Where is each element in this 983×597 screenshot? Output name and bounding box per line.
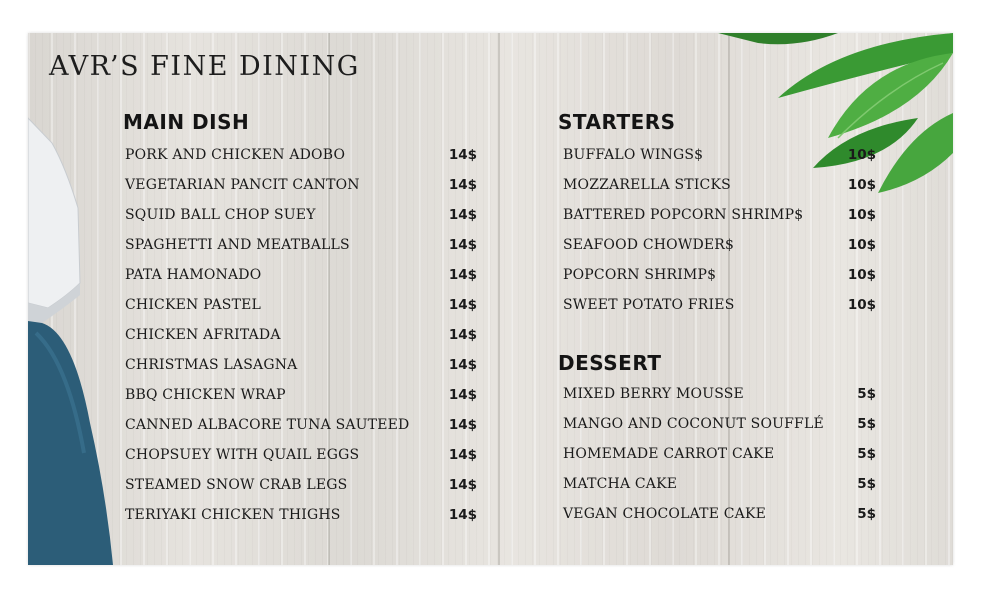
menu-item-name: SPAGHETTI AND MEATBALLS bbox=[125, 237, 350, 253]
menu-item-name: SWEET POTATO FRIES bbox=[563, 297, 735, 313]
menu-item bbox=[125, 265, 477, 285]
menu-item-name: BUFFALO WINGS$ bbox=[563, 147, 704, 163]
menu-item-price: 10$ bbox=[847, 267, 876, 283]
menu-item-price: 10$ bbox=[847, 237, 876, 253]
menu-item bbox=[125, 355, 477, 375]
menu-item-price: 14$ bbox=[448, 177, 477, 193]
menu-item-name: CANNED ALBACORE TUNA SAUTEED bbox=[125, 417, 410, 433]
menu-item bbox=[125, 235, 477, 255]
menu-item-price: 14$ bbox=[448, 297, 477, 313]
menu-item bbox=[563, 235, 876, 255]
menu-item bbox=[125, 475, 477, 495]
menu-item-price: 5$ bbox=[857, 416, 876, 432]
menu-item bbox=[563, 504, 876, 524]
menu-item-name: PORK AND CHICKEN ADOBO bbox=[125, 147, 346, 163]
menu-item-name: CHOPSUEY WITH QUAIL EGGS bbox=[125, 447, 360, 463]
menu-item-price: 14$ bbox=[448, 417, 477, 433]
restaurant-name: AVR’S FINE DINING bbox=[49, 51, 360, 82]
menu-item-name: MANGO AND COCONUT SOUFFLÉ bbox=[563, 416, 824, 432]
menu-item-name: SQUID BALL CHOP SUEY bbox=[125, 207, 316, 223]
menu-item-price: 14$ bbox=[448, 267, 477, 283]
section-heading-dessert: DESSERT bbox=[558, 351, 662, 375]
menu-item-price: 14$ bbox=[448, 507, 477, 523]
menu-item-price: 14$ bbox=[448, 447, 477, 463]
section-heading-main-dish: MAIN DISH bbox=[123, 110, 250, 134]
menu-item bbox=[563, 295, 876, 315]
menu-item bbox=[563, 205, 876, 225]
menu-item-name: STEAMED SNOW CRAB LEGS bbox=[125, 477, 348, 493]
menu-item bbox=[563, 444, 876, 464]
menu-item bbox=[563, 265, 876, 285]
menu-item-name: PATA HAMONADO bbox=[125, 267, 262, 283]
menu-item bbox=[125, 505, 477, 525]
menu-item-name: CHICKEN AFRITADA bbox=[125, 327, 281, 343]
menu-item bbox=[125, 145, 477, 165]
menu-item bbox=[125, 385, 477, 405]
menu-item-name: CHRISTMAS LASAGNA bbox=[125, 357, 298, 373]
menu-board bbox=[28, 33, 953, 565]
menu-item-price: 14$ bbox=[448, 357, 477, 373]
wood-plank-seam bbox=[498, 33, 500, 565]
menu-item-name: VEGETARIAN PANCIT CANTON bbox=[125, 177, 360, 193]
menu-item-price: 10$ bbox=[847, 297, 876, 313]
menu-item bbox=[563, 145, 876, 165]
knife-icon bbox=[28, 33, 118, 565]
menu-item-name: POPCORN SHRIMP$ bbox=[563, 267, 717, 283]
menu-item bbox=[125, 415, 477, 435]
menu-item-price: 10$ bbox=[847, 177, 876, 193]
menu-item bbox=[125, 295, 477, 315]
menu-item-name: VEGAN CHOCOLATE CAKE bbox=[563, 506, 767, 522]
menu-item-name: BBQ CHICKEN WRAP bbox=[125, 387, 286, 403]
menu-item-name: BATTERED POPCORN SHRIMP$ bbox=[563, 207, 804, 223]
menu-item bbox=[563, 384, 876, 404]
menu-item bbox=[125, 445, 477, 465]
menu-item-price: 14$ bbox=[448, 147, 477, 163]
menu-item-price: 14$ bbox=[448, 477, 477, 493]
menu-item-price: 14$ bbox=[448, 327, 477, 343]
menu-item-price: 10$ bbox=[847, 207, 876, 223]
menu-item bbox=[125, 325, 477, 345]
menu-item-price: 5$ bbox=[857, 446, 876, 462]
menu-item-name: SEAFOOD CHOWDER$ bbox=[563, 237, 735, 253]
menu-item-name: MOZZARELLA STICKS bbox=[563, 177, 731, 193]
menu-item bbox=[125, 175, 477, 195]
menu-item-price: 10$ bbox=[847, 147, 876, 163]
menu-item-price: 14$ bbox=[448, 237, 477, 253]
menu-item bbox=[125, 205, 477, 225]
basil-leaves-icon bbox=[718, 33, 953, 198]
menu-item bbox=[563, 175, 876, 195]
menu-item-price: 5$ bbox=[857, 386, 876, 402]
menu-item-name: MATCHA CAKE bbox=[563, 476, 678, 492]
menu-item-price: 14$ bbox=[448, 387, 477, 403]
section-heading-starters: STARTERS bbox=[558, 110, 676, 134]
menu-item-price: 5$ bbox=[857, 506, 876, 522]
menu-item-price: 14$ bbox=[448, 207, 477, 223]
menu-item bbox=[563, 474, 876, 494]
menu-item-name: TERIYAKI CHICKEN THIGHS bbox=[125, 507, 341, 523]
menu-item bbox=[563, 414, 876, 434]
menu-item-name: CHICKEN PASTEL bbox=[125, 297, 262, 313]
menu-item-price: 5$ bbox=[857, 476, 876, 492]
menu-item-name: HOMEMADE CARROT CAKE bbox=[563, 446, 775, 462]
menu-item-name: MIXED BERRY MOUSSE bbox=[563, 386, 744, 402]
